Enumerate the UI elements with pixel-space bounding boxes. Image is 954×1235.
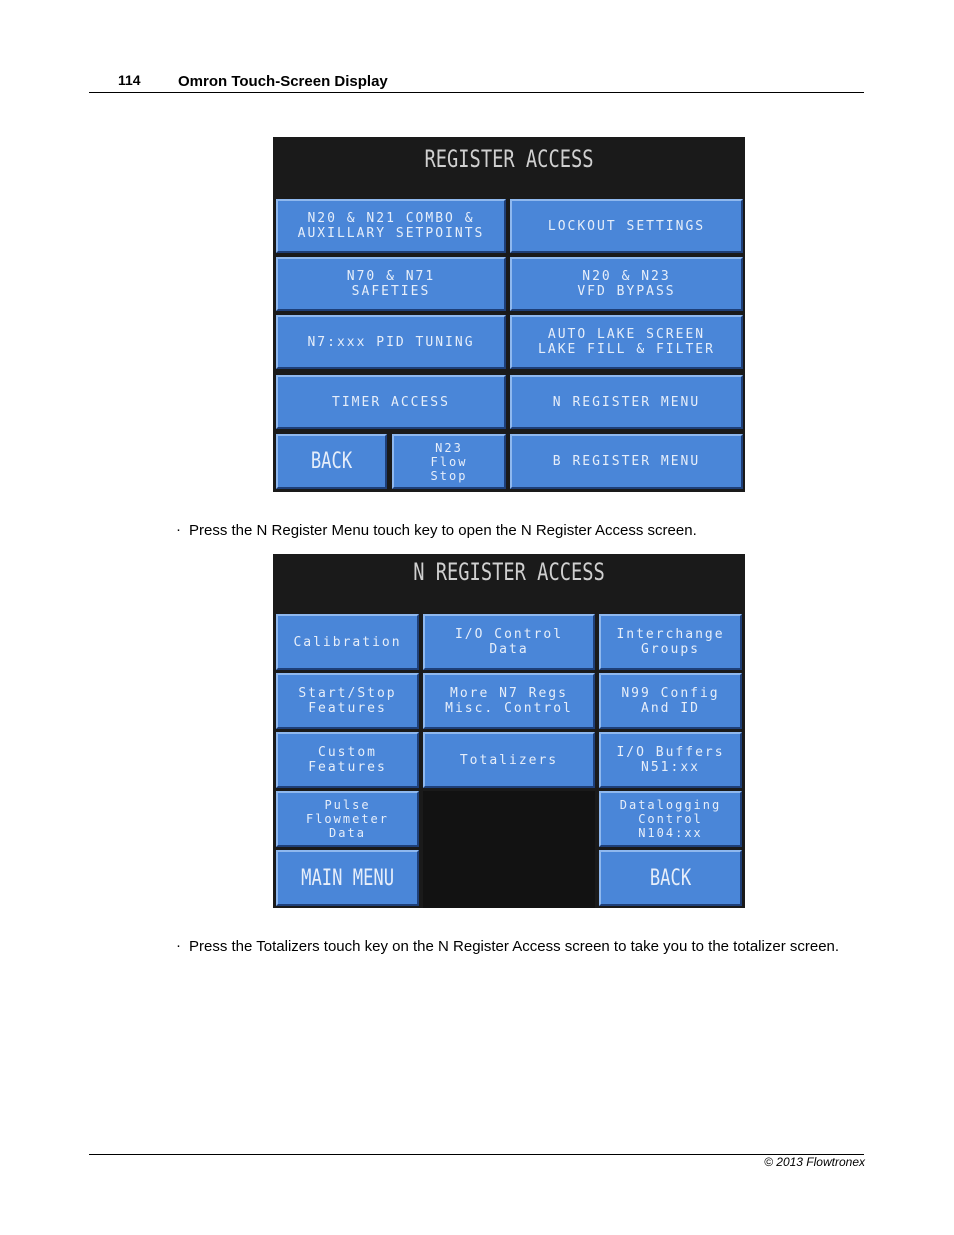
combo-setpoints-key[interactable]: N20 & N21 COMBO & AUXILLARY SETPOINTS [276, 199, 506, 253]
totalizers-key[interactable]: Totalizers [423, 732, 595, 788]
n-register-menu-key[interactable]: N REGISTER MENU [510, 375, 743, 429]
header-divider [89, 92, 864, 93]
vfd-bypass-key[interactable]: N20 & N23 VFD BYPASS [510, 257, 743, 311]
copyright-notice: © 2013 Flowtronex [764, 1155, 865, 1169]
timer-access-key[interactable]: TIMER ACCESS [276, 375, 506, 429]
screen-title: N REGISTER ACCESS [413, 558, 605, 586]
io-buffers-key[interactable]: I/O Buffers N51:xx [599, 732, 742, 788]
pulse-flowmeter-key[interactable]: Pulse Flowmeter Data [276, 791, 419, 847]
back-key[interactable] [276, 434, 387, 489]
register-access-screenshot [273, 137, 745, 492]
start-stop-features-key[interactable]: Start/Stop Features [276, 673, 419, 729]
auto-lake-screen-key[interactable]: AUTO LAKE SCREEN LAKE FILL & FILTER [510, 315, 743, 369]
page-number: 114 [118, 72, 141, 88]
bullet-marker: · [176, 521, 181, 538]
lockout-settings-key[interactable]: LOCKOUT SETTINGS [510, 199, 743, 253]
main-menu-key[interactable] [276, 850, 419, 906]
bullet-marker: · [176, 937, 181, 954]
instruction-text: Press the Totalizers touch key on the N Register Access screen to take you to the totalizer screen. [189, 938, 840, 955]
pid-tuning-key[interactable]: N7:xxx PID TUNING [276, 315, 506, 369]
custom-features-key[interactable]: Custom Features [276, 732, 419, 788]
empty-panel [423, 791, 595, 908]
back-key-label: BACK [310, 449, 353, 474]
datalogging-control-key[interactable]: Datalogging Control N104:xx [599, 791, 742, 847]
safeties-key[interactable]: N70 & N71 SAFETIES [276, 257, 506, 311]
footer-divider [89, 1154, 864, 1155]
n-register-access-screenshot [273, 554, 745, 908]
b-register-menu-key[interactable]: B REGISTER MENU [510, 434, 743, 489]
main-menu-key-label: MAIN MENU [301, 865, 394, 891]
io-control-data-key[interactable]: I/O Control Data [423, 614, 595, 670]
flow-stop-key[interactable]: N23 Flow Stop [392, 434, 506, 489]
screen-title: REGISTER ACCESS [424, 145, 594, 173]
back-key[interactable] [599, 850, 742, 906]
back-key-label: BACK [649, 865, 692, 891]
interchange-groups-key[interactable]: Interchange Groups [599, 614, 742, 670]
calibration-key[interactable]: Calibration [276, 614, 419, 670]
running-title: Omron Touch-Screen Display [178, 73, 388, 90]
more-n7-regs-key[interactable]: More N7 Regs Misc. Control [423, 673, 595, 729]
instruction-text: Press the N Register Menu touch key to open the N Register Access screen. [189, 522, 697, 539]
n99-config-key[interactable]: N99 Config And ID [599, 673, 742, 729]
